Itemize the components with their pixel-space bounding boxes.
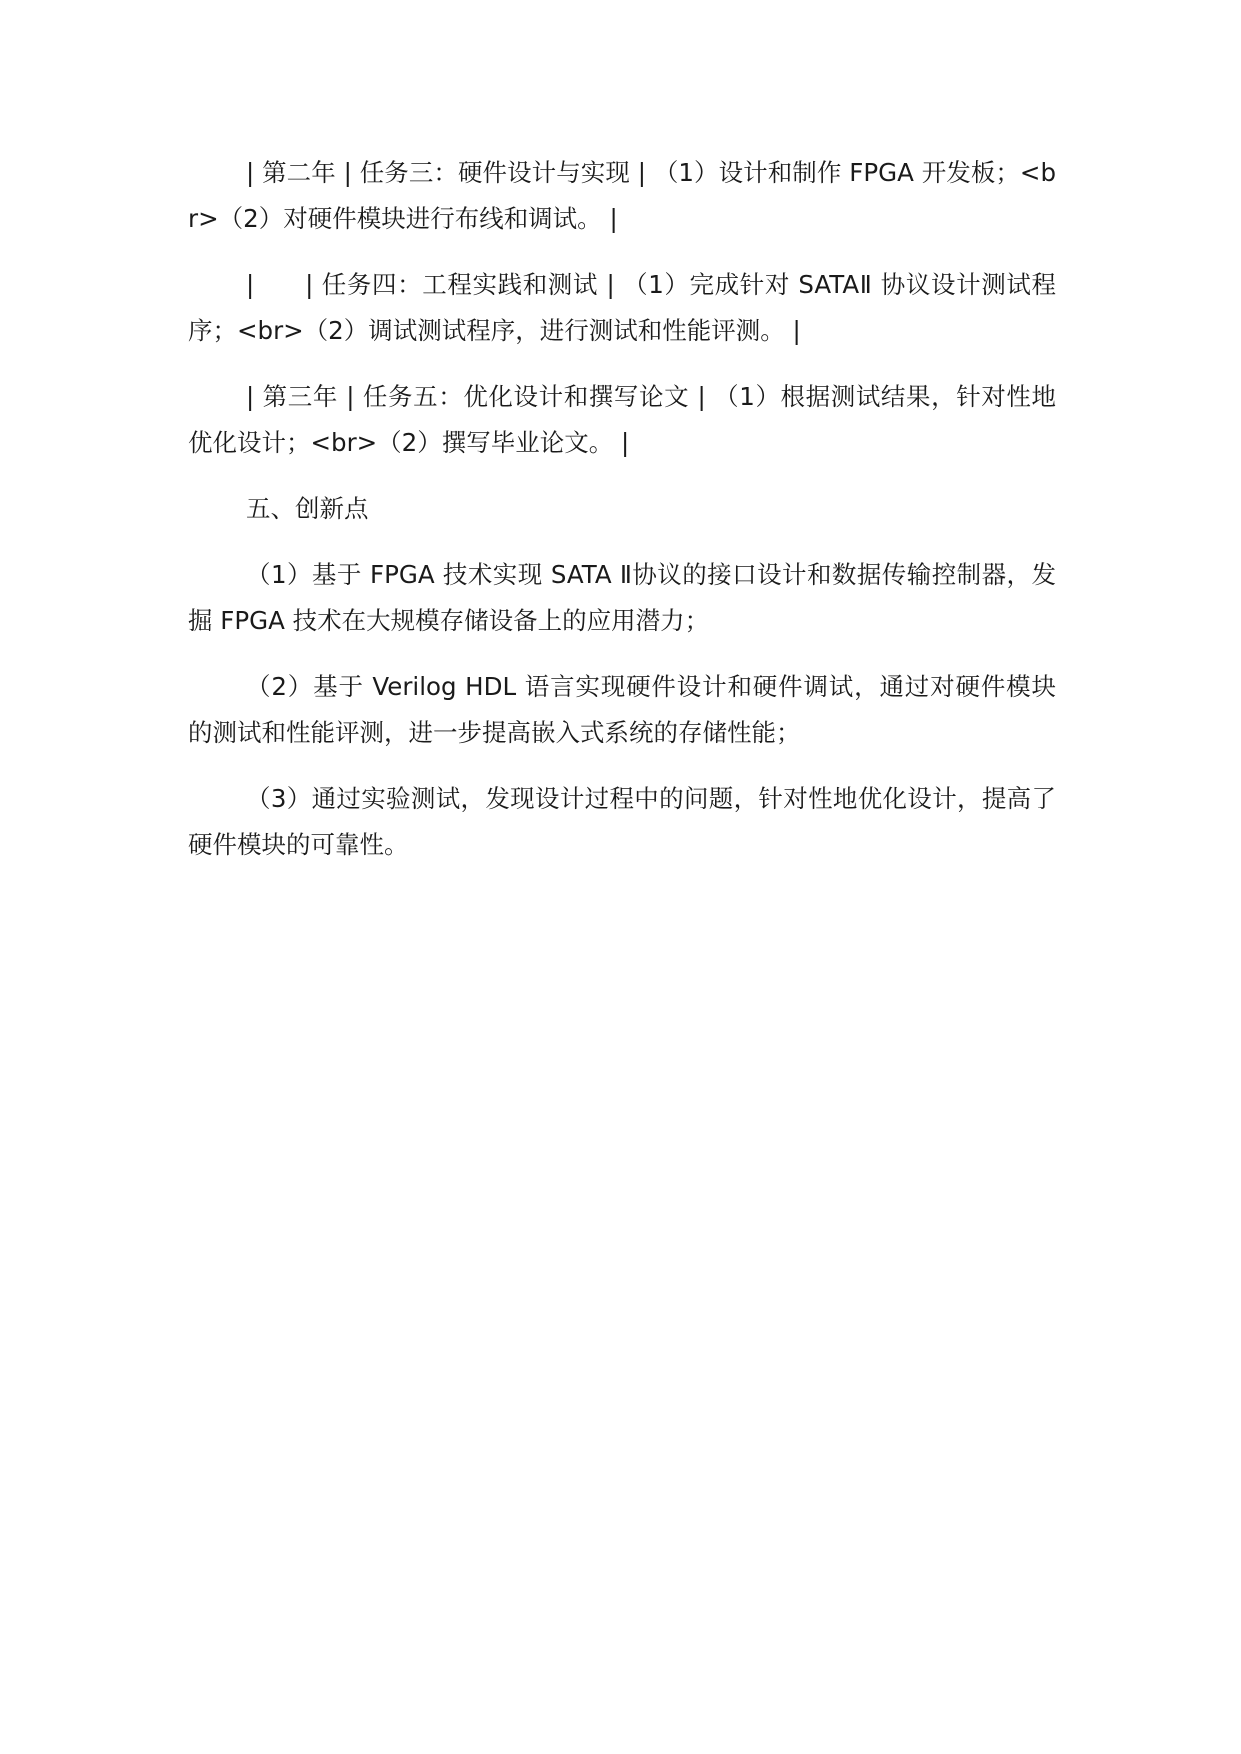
innovation-item-3: （3）通过实验测试，发现设计过程中的问题，针对性地优化设计，提高了硬件模块的可靠性。	[188, 784, 1056, 859]
schedule-row-year2-task3: | 第二年 | 任务三：硬件设计与实现 | （1）设计和制作 FPGA 开发板；<br>（2）对硬件模块进行布线和调试。 |	[188, 158, 1056, 233]
schedule-row-year3-task5: | 第三年 | 任务五：优化设计和撰写论文 | （1）根据测试结果，针对性地优化设计；<br>（2）撰写毕业论文。 |	[188, 382, 1056, 457]
innovation-item-1: （1）基于 FPGA 技术实现 SATA Ⅱ协议的接口设计和数据传输控制器，发掘 FPGA 技术在大规模存储设备上的应用潜力；	[188, 560, 1056, 635]
innovation-item-2: （2）基于 Verilog HDL 语言实现硬件设计和硬件调试，通过对硬件模块的测试和性能评测，进一步提高嵌入式系统的存储性能；	[188, 672, 1056, 747]
schedule-row-task4: | | 任务四：工程实践和测试 | （1）完成针对 SATAⅡ 协议设计测试程序；<br>（2）调试测试程序，进行测试和性能评测。 |	[188, 270, 1056, 345]
document-page	[188, 150, 1056, 888]
section-heading-innovations: 五、创新点	[246, 494, 369, 523]
